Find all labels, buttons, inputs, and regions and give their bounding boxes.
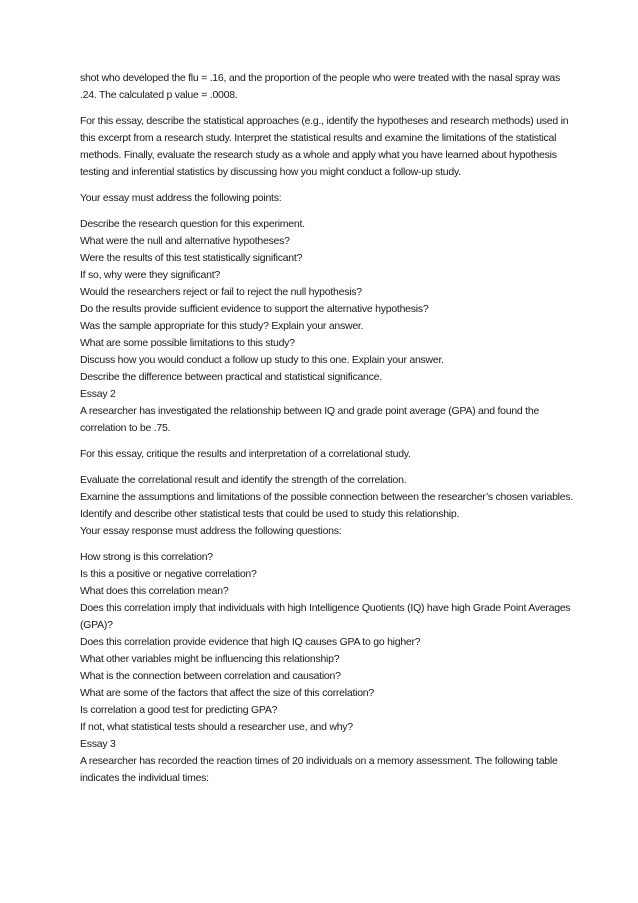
paragraph: Your essay response must address the following questions: [80,525,342,537]
paragraph: What were the null and alternative hypotheses? [80,235,290,247]
paragraph: Describe the research question for this experiment. [80,218,305,230]
paragraph: Were the results of this test statistically significant? [80,252,303,264]
paragraph: Identify and describe other statistical tests that could be used to study this relationship. [80,508,460,520]
paragraph: Essay 2 [80,388,116,400]
paragraph: A researcher has investigated the relationship between IQ and grade point average (GPA) and found the correlation to be .75. [80,405,540,434]
paragraph: For this essay, critique the results and interpretation of a correlational study. [80,448,411,460]
paragraph: Would the researchers reject or fail to reject the null hypothesis? [80,286,362,298]
paragraph: What are some possible limitations to this study? [80,337,295,349]
paragraph: For this essay, describe the statistical approaches (e.g., identify the hypotheses and research methods) used in this excerpt from a research study. Interpret the statistical results and examine the limitations of the statistical methods. Finally, evaluate the research study as a whole and apply what you have learned about hypothesis testing and inferential statistics by discussing how you might conduct a follow-up study. [80,115,569,178]
paragraph: Essay 3 [80,738,116,750]
paragraph: Evaluate the correlational result and identify the strength of the correlation. [80,474,407,486]
paragraph: If so, why were they significant? [80,269,220,281]
paragraph: If not, what statistical tests should a researcher use, and why? [80,721,353,733]
paragraph: Do the results provide sufficient evidence to support the alternative hypothesis? [80,303,429,315]
paragraph: Is correlation a good test for predicting GPA? [80,704,278,716]
paragraph: What other variables might be influencing this relationship? [80,653,340,665]
paragraph: shot who developed the flu = .16, and the proportion of the people who were treated with the nasal spray was .24. The calculated p value = .0008. [80,72,560,101]
paragraph: Does this correlation imply that individuals with high Intelligence Quotients (IQ) have high Grade Point Averages (GPA)? [80,602,571,631]
paragraph: Is this a positive or negative correlation? [80,568,257,580]
paragraph: What are some of the factors that affect the size of this correlation? [80,687,374,699]
paragraph: A researcher has recorded the reaction times of 20 individuals on a memory assessment. The following table indicates the individual times: [80,755,558,784]
paragraph: Discuss how you would conduct a follow up study to this one. Explain your answer. [80,354,444,366]
paragraph: Examine the assumptions and limitations of the possible connection between the researcher’s chosen variables. [80,491,573,503]
paragraph: Does this correlation provide evidence that high IQ causes GPA to go higher? [80,636,421,648]
paragraph: Your essay must address the following points: [80,192,282,204]
paragraph: Describe the difference between practical and statistical significance. [80,371,382,383]
paragraph: Was the sample appropriate for this study? Explain your answer. [80,320,364,332]
paragraph: How strong is this correlation? [80,551,213,563]
paragraph: What is the connection between correlation and causation? [80,670,341,682]
paragraph: What does this correlation mean? [80,585,229,597]
